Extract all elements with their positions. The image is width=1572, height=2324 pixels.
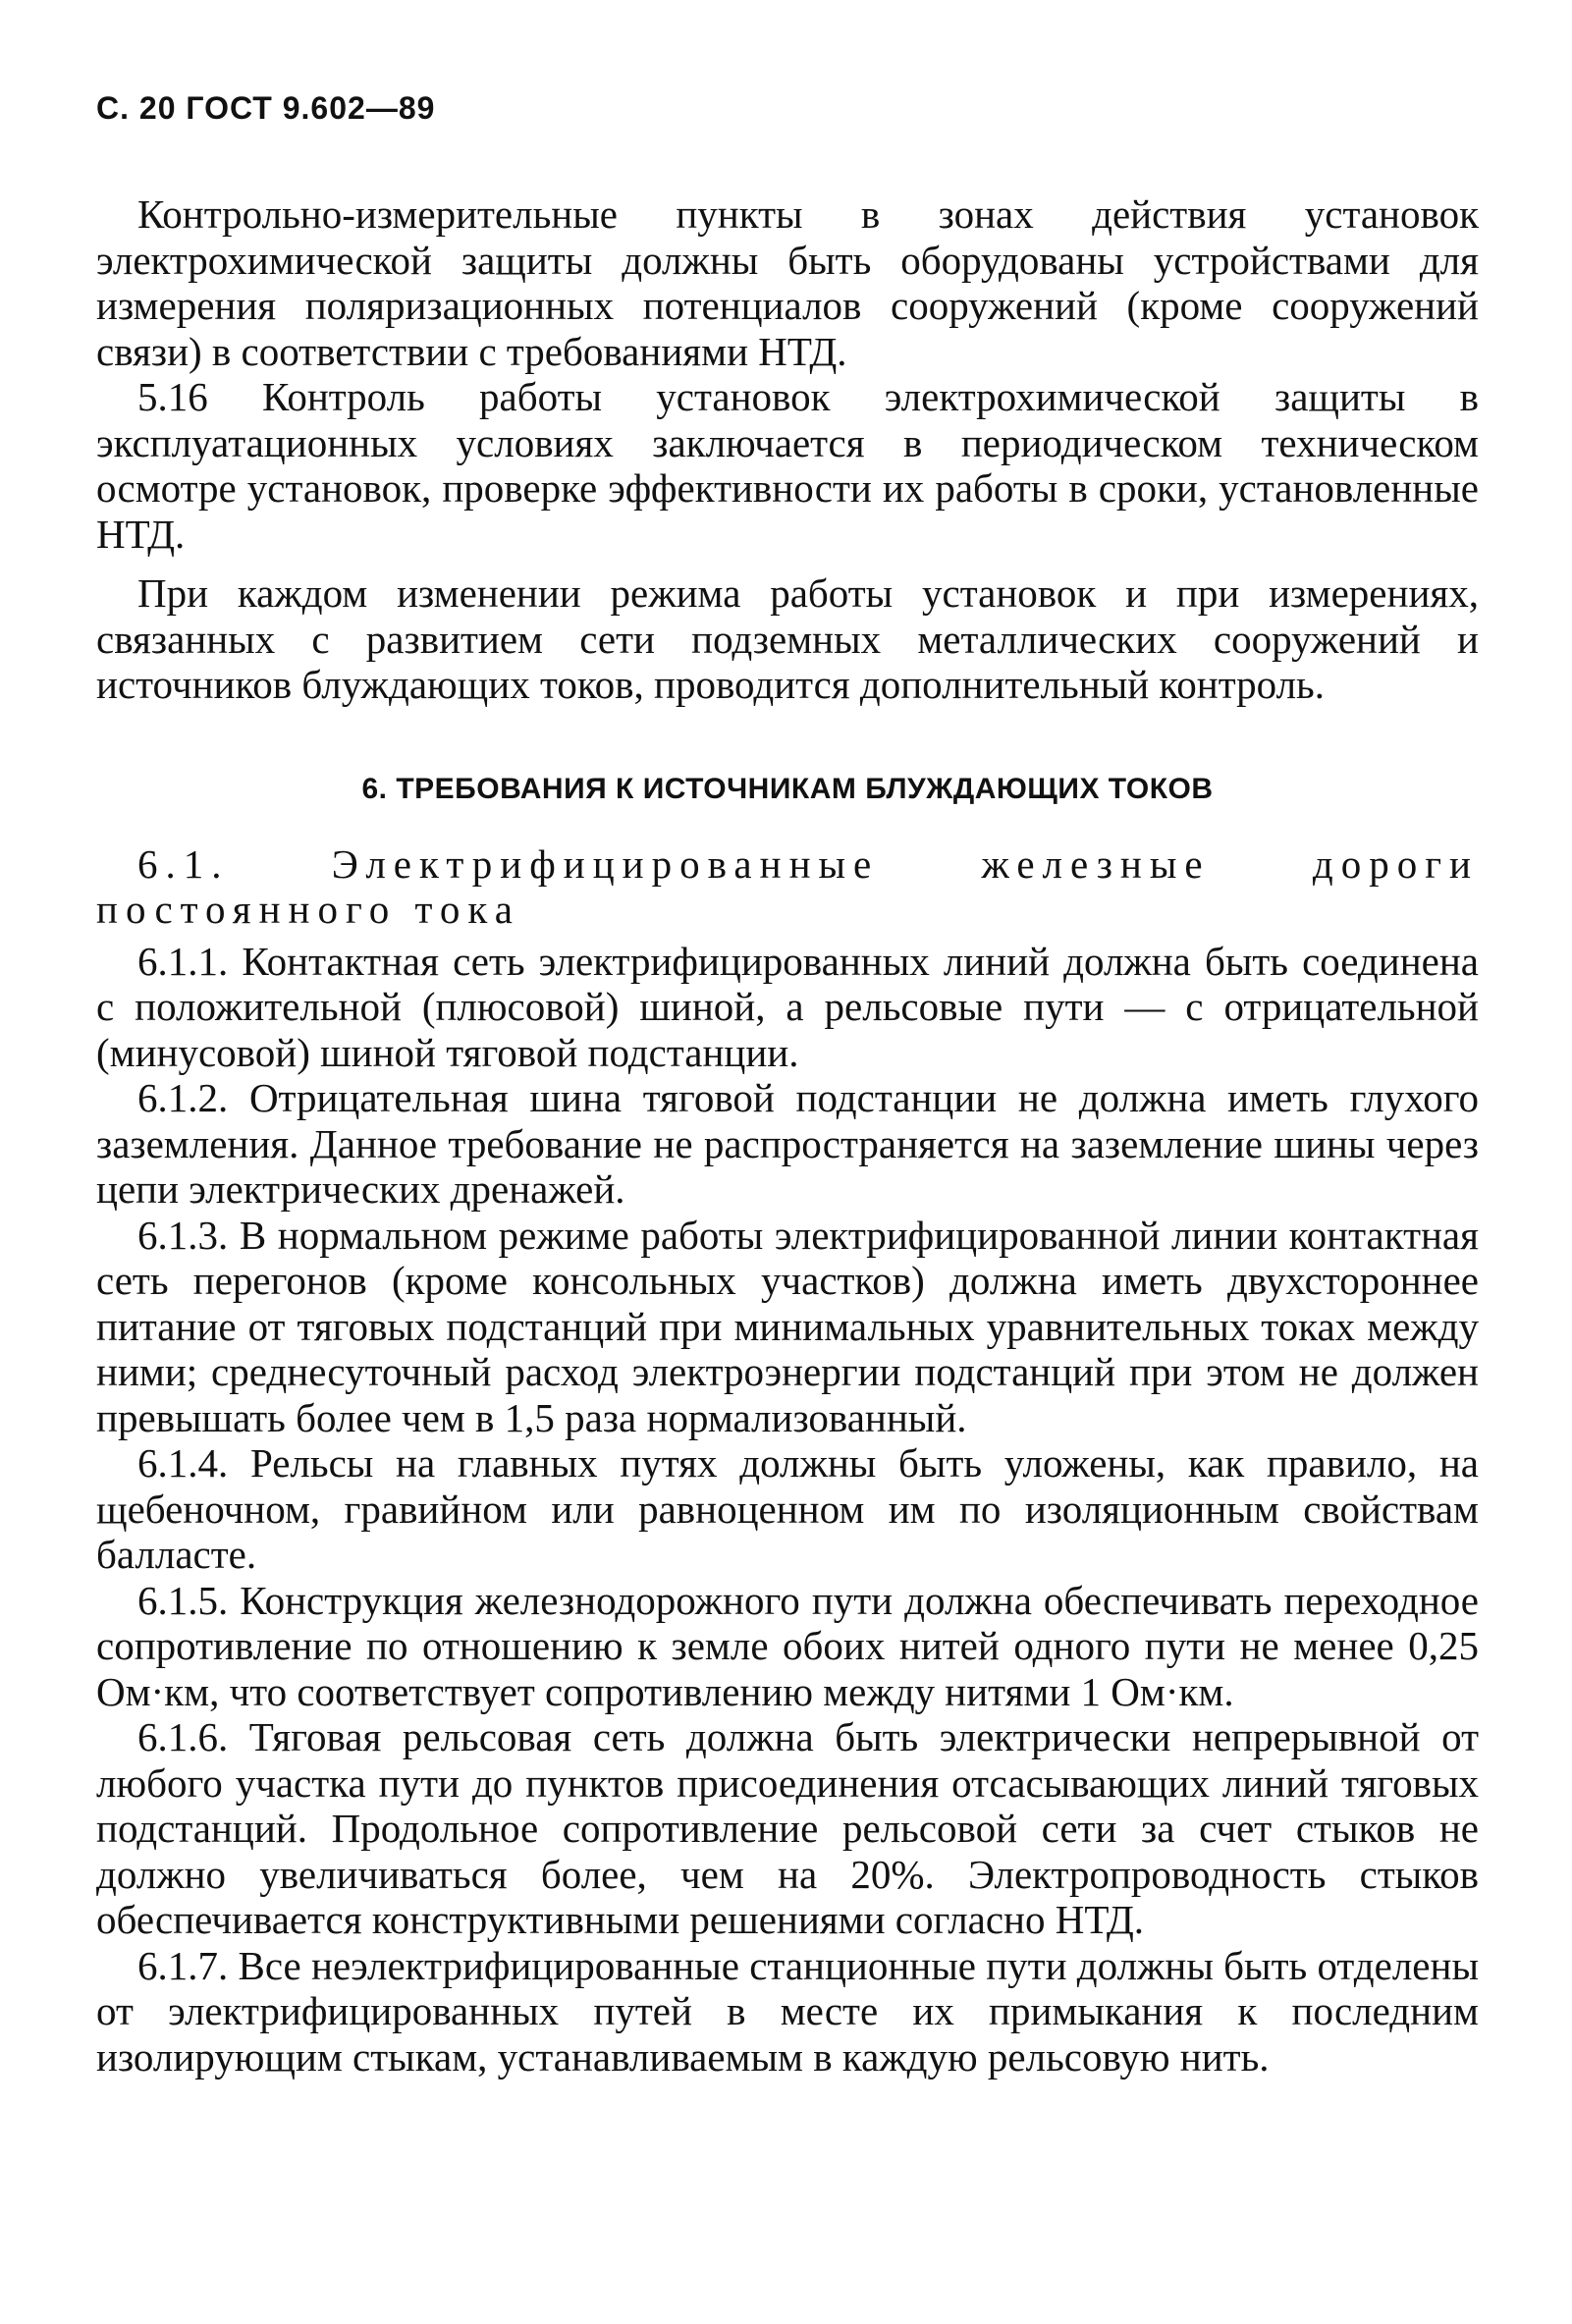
item-6-1-1: 6.1.1. Контактная сеть электрифицированных линий должна быть соединена с положительной (плюсовой) шиной, а рельсовые пути — с отрицательной (минусовой) шиной тяговой подстанции. xyxy=(96,938,1479,1075)
item-6-1-3: 6.1.3. В нормальном режиме работы электрифицированной линии контактная сеть перегонов (кроме консольных участков) должна иметь двухстороннее питание от тяговых подстанций при минимальных уравнительных токах между ними; среднесуточный расход электроэнергии подстанций при этом не должен превышать более чем в 1,5 раза нормализованный. xyxy=(96,1212,1479,1440)
paragraph-5-16: 5.16 Контроль работы установок электрохимической защиты в эксплуатационных условиях заключается в периодическом техническом осмотре установок, проверке эффективности их работы в сроки, установленные НТД. xyxy=(96,374,1479,557)
paragraph-control-points: Контрольно-измерительные пункты в зонах действия установок электрохимической защиты должны быть оборудованы устройствами для измерения поляризационных потенциалов сооружений (кроме сооружений связи) в соответствии с требованиями НТД. xyxy=(96,191,1479,374)
item-6-1-6: 6.1.6. Тяговая рельсовая сеть должна быть электрически непрерывной от любого участка пути до пунктов присоединения отсасывающих линий тяговых подстанций. Продольное сопротивление рельсовой сети за счет стыков не должно увеличиваться более, чем на 20%. Электропроводность стыков обеспечивается конструктивными решениями согласно НТД. xyxy=(96,1714,1479,1942)
item-6-1-7: 6.1.7. Все неэлектрифицированные станционные пути должны быть отделены от электрифицированных путей в месте их примыкания к последним изолирующим стыкам, устанавливаемым в каждую рельсовую нить. xyxy=(96,1942,1479,2080)
subsection-title: 6.1. Электрифицированные железные дороги постоянного тока xyxy=(96,840,1479,932)
item-6-1-5: 6.1.5. Конструкция железнодорожного пути должна обеспечивать переходное сопротивление по отношению к земле обоих нитей одного пути не менее 0,25 Ом·км, что соответствует сопротивлению между нитями 1 Ом·км. xyxy=(96,1577,1479,1714)
item-6-1-4: 6.1.4. Рельсы на главных путях должны быть уложены, как правило, на щебеночном, гравийном или равноценном им по изоляционным свойствам балласте. xyxy=(96,1440,1479,1577)
document-page xyxy=(96,90,1479,2080)
paragraph-additional-control: При каждом изменении режима работы установок и при измерениях, связанных с развитием сети подземных металлических сооружений и источников блуждающих токов, проводится дополнительный контроль. xyxy=(96,570,1479,707)
item-6-1-2: 6.1.2. Отрицательная шина тяговой подстанции не должна иметь глухого заземления. Данное требование не распространяется на заземление шины через цепи электрических дренажей. xyxy=(96,1075,1479,1212)
page-header: С. 20 ГОСТ 9.602—89 xyxy=(96,90,436,126)
section-title: 6. ТРЕБОВАНИЯ К ИСТОЧНИКАМ БЛУЖДАЮЩИХ ТОКОВ xyxy=(361,772,1214,805)
